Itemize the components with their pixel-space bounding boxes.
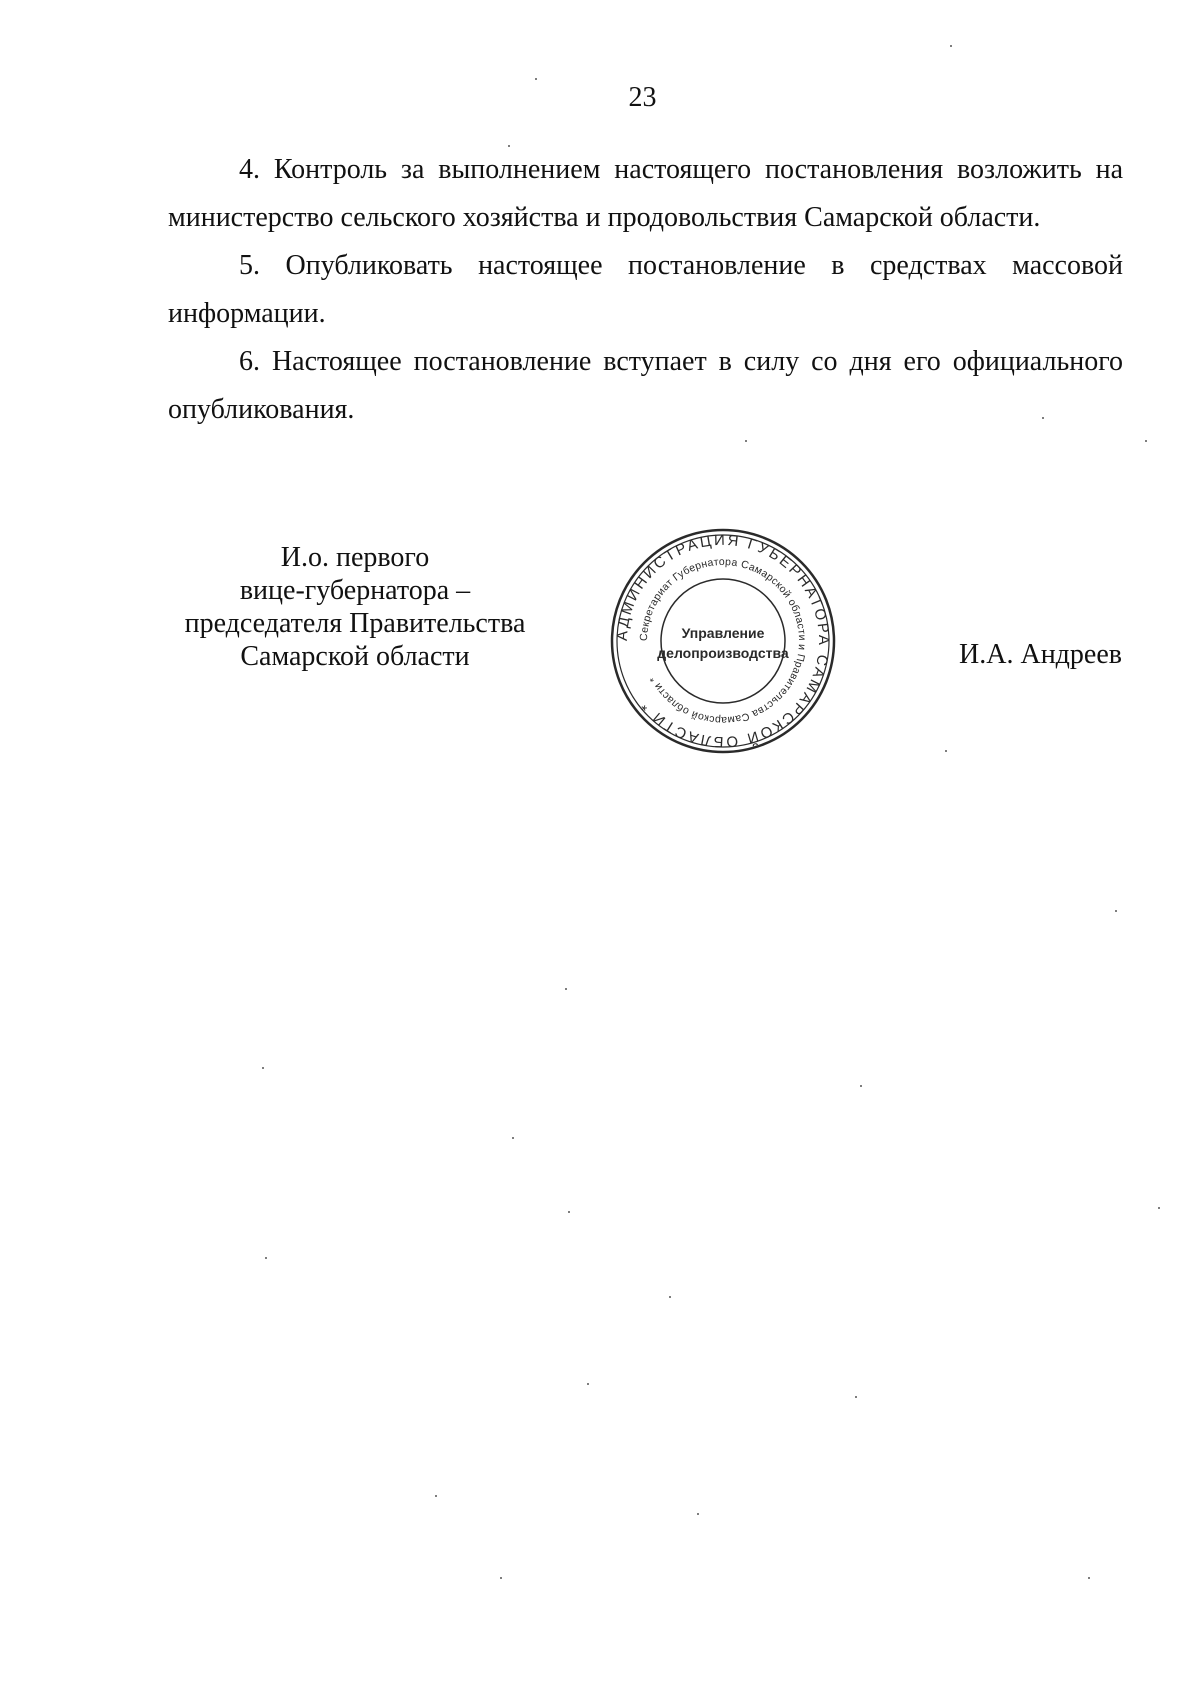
signatory-position-line: И.о. первого — [280, 542, 430, 573]
scan-speck — [568, 1211, 570, 1213]
signatory-position — [160, 541, 550, 673]
scan-speck — [1145, 440, 1147, 442]
seal-outer-text: АДМИНИСТРАЦИЯ ГУБЕРНАТОРА САМАРСКОЙ ОБЛАСТИ * — [613, 531, 833, 751]
scan-speck — [669, 1296, 671, 1298]
scan-speck — [512, 1137, 514, 1139]
signatory-name: И.А. Андреев — [959, 639, 1122, 670]
scan-speck — [950, 45, 952, 47]
paragraph-5: 5. Опубликовать настоящее постановление в средствах массовой информации. — [168, 250, 1123, 329]
signatory-position-line: вице-губернатора – — [239, 575, 471, 606]
scan-speck — [745, 440, 747, 442]
paragraph-6: 6. Настоящее постановление вступает в силу со дня его официального опубликования. — [168, 346, 1123, 425]
seal-center-line: делопроизводства — [657, 645, 789, 661]
seal-inner-text: Секретариат Губернатора Самарской области и Правительства Самарской области * — [637, 555, 809, 727]
seal-center-line: Управление — [681, 625, 765, 641]
seal-inner-ring — [661, 579, 785, 703]
signatory-position-line: Самарской области — [240, 641, 470, 672]
scan-speck — [435, 1495, 437, 1497]
scan-speck — [508, 145, 510, 147]
scan-speck — [860, 1085, 862, 1087]
scan-speck — [945, 750, 947, 752]
scan-speck — [262, 1067, 264, 1069]
page-number: 23 — [628, 82, 657, 113]
scan-speck — [855, 1396, 857, 1398]
scan-speck — [535, 78, 537, 80]
scan-speck — [1042, 417, 1044, 419]
signatory-position-line: председателя Правительства — [184, 608, 526, 639]
scan-speck — [265, 1257, 267, 1259]
scan-speck — [1088, 1577, 1090, 1579]
document-body — [168, 146, 1123, 434]
scan-speck — [1115, 910, 1117, 912]
scan-speck — [565, 988, 567, 990]
scan-speck — [500, 1577, 502, 1579]
official-seal-stamp — [608, 526, 838, 756]
scan-speck — [587, 1383, 589, 1385]
paragraph-4: 4. Контроль за выполнением настоящего постановления возложить на министерство сельского хозяйства и продовольствия Самарской области. — [168, 154, 1123, 233]
scan-speck — [1158, 1207, 1160, 1209]
scan-speck — [697, 1513, 699, 1515]
